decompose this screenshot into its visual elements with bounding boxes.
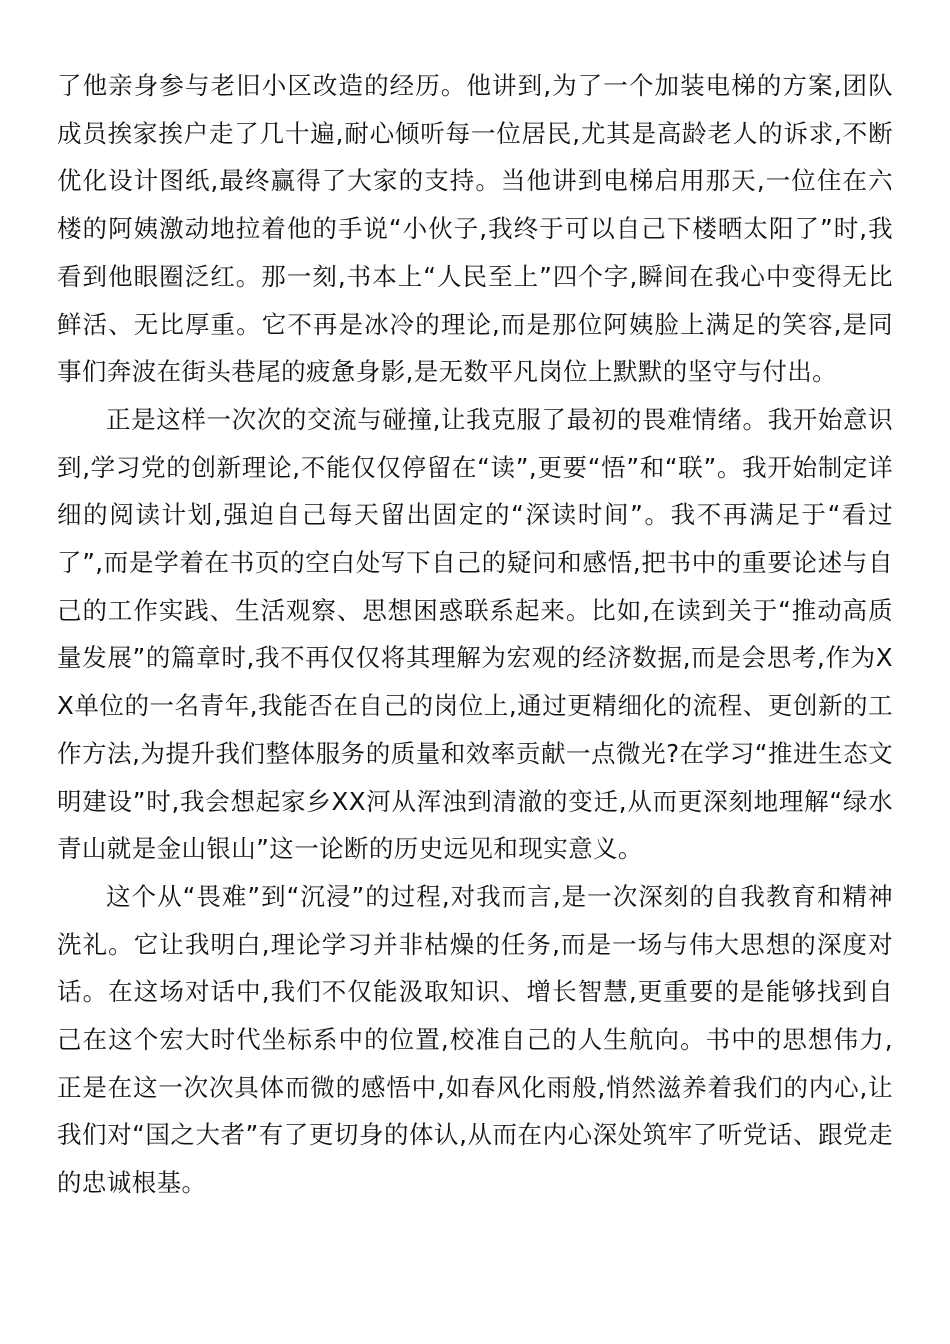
paragraph-3: 这个从“畏难”到“沉浸”的过程,对我而言,是一次深刻的自我教育和精神洗礼。它让我明白,理论学习并非枯燥的任务,而是一场与伟大思想的深度对话。在这场对话中,我们不仅能汲取知识、增长智慧,更重要的是能够找到自己在这个宏大时代坐标系中的位置,校准自己的人生航向。书中的思想伟力,正是在这一次次具体而微的感悟中,如春风化雨般,悄然滋养着我们的内心,让我们对“国之大者”有了更切身的体认,从而在内心深处筑牢了听党话、跟党走的忠诚根基。 — [57, 881, 893, 1198]
document-body — [57, 62, 893, 1207]
paragraph-2: 正是这样一次次的交流与碰撞,让我克服了最初的畏难情绪。我开始意识到,学习党的创新理论,不能仅仅停留在“读”,更要“悟”和“联”。我开始制定详细的阅读计划,强迫自己每天留出固定的“深读时间”。我不再满足于“看过了”,而是学着在书页的空白处写下自己的疑问和感悟,把书中的重要论述与自己的工作实践、生活观察、思想困惑联系起来。比如,在读到关于“推动高质量发展”的篇章时,我不再仅仅将其理解为宏观的经济数据,而是会思考,作为XX单位的一名青年,我能否在自己的岗位上,通过更精细化的流程、更创新的工作方法,为提升我们整体服务的质量和效率贡献一点微光?在学习“推进生态文明建设”时,我会想起家乡XX河从浑浊到清澈的变迁,从而更深刻地理解“绿水青山就是金山银山”这一论断的历史远见和现实意义。 — [57, 404, 893, 864]
paragraph-1: 了他亲身参与老旧小区改造的经历。他讲到,为了一个加装电梯的方案,团队成员挨家挨户走了几十遍,耐心倾听每一位居民,尤其是高龄老人的诉求,不断优化设计图纸,最终赢得了大家的支持。当他讲到电梯启用那天,一位住在六楼的阿姨激动地拉着他的手说“小伙子,我终于可以自己下楼晒太阳了”时,我看到他眼圈泛红。那一刻,书本上“人民至上”四个字,瞬间在我心中变得无比鲜活、无比厚重。它不再是冰冷的理论,而是那位阿姨脸上满足的笑容,是同事们奔波在街头巷尾的疲惫身影,是无数平凡岗位上默默的坚守与付出。 — [57, 71, 893, 387]
